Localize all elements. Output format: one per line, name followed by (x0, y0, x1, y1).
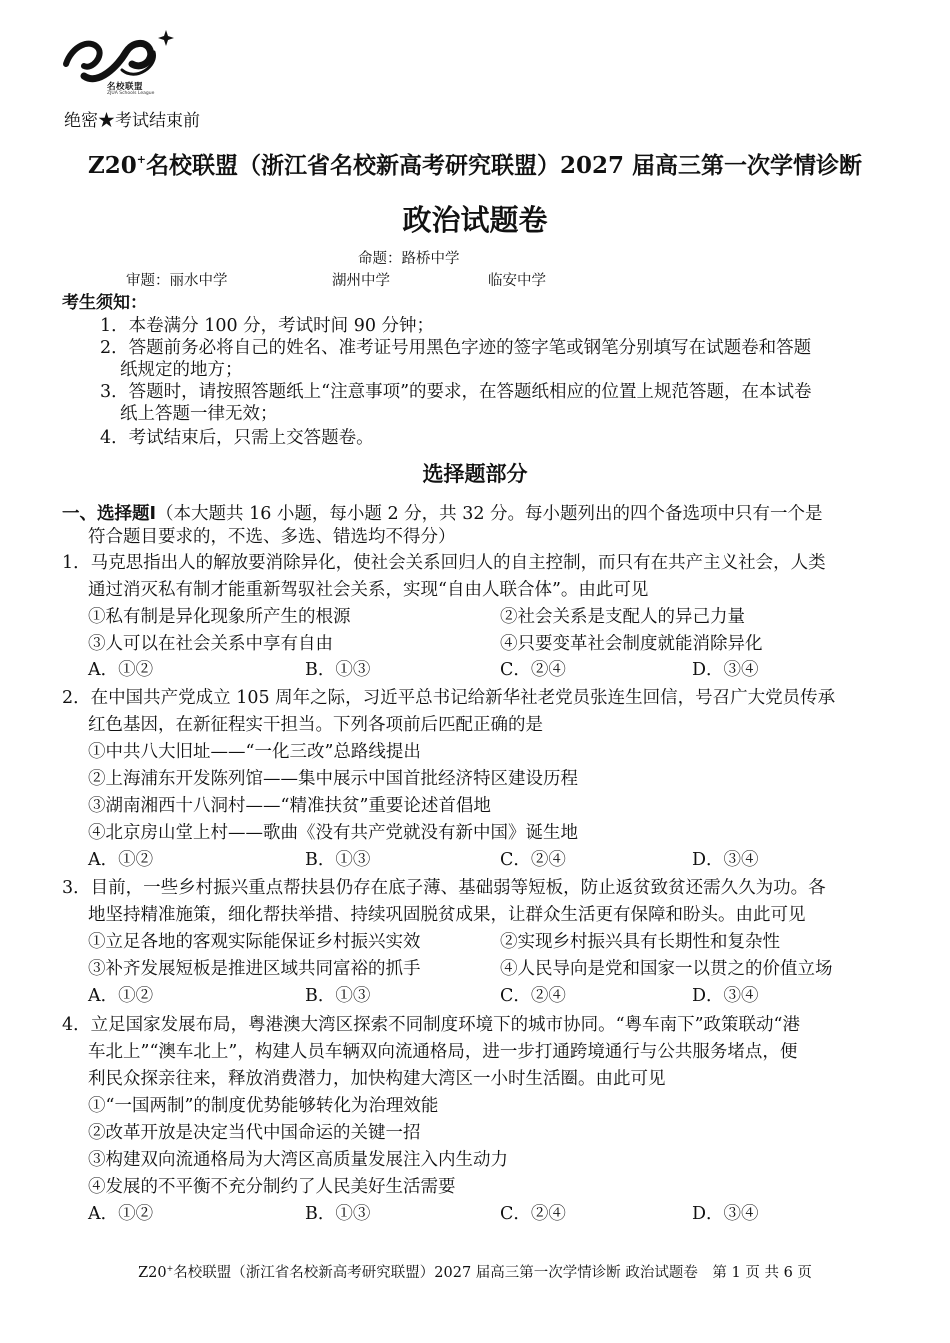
statement-item: ③构建双向流通格局为大湾区高质量发展注入内生动力 (88, 1150, 508, 1170)
statement-item: ①中共八大旧址——“一化三改”总路线提出 (88, 742, 421, 762)
choice-a: A．①② (88, 660, 154, 680)
footer-rest: 名校联盟（浙江省名校新高考研究联盟）2027 届高三第一次学情诊断 政治试题卷 第 1 页 共 6 页 (173, 1265, 812, 1281)
question-stem: 车北上”“澳车北上”，构建人员车辆双向流通格局，进一步打通跨境通行与公共服务堵点，便 (88, 1042, 798, 1062)
section-title: 选择题部分 (422, 462, 528, 486)
exam-title (0, 147, 950, 180)
part1-header (62, 500, 823, 525)
notice-line: 4．考试结束后，只需上交答题卷。 (100, 428, 374, 448)
choice-c: C．②④ (500, 1204, 566, 1224)
logo-text: 名校联盟 (107, 82, 144, 92)
statement-item: ③湖南湘西十八洞村——“精准扶贫”重要论述首倡地 (88, 796, 491, 816)
footer-sup: + (166, 1264, 174, 1273)
statement-item: ②上海浦东开发陈列馆——集中展示中国首批经济特区建设历程 (88, 769, 578, 789)
choice-a: A．①② (88, 850, 154, 870)
choice-d: D．③④ (692, 850, 759, 870)
choice-b: B．①③ (305, 986, 371, 1006)
statement-item: ①“一国两制”的制度优势能够转化为治理效能 (88, 1096, 439, 1116)
title-rest: 名校联盟（浙江省名校新高考研究联盟）2027 届高三第一次学情诊断 (145, 152, 863, 179)
statement-item: ②社会关系是支配人的异己力量 (500, 607, 745, 627)
statement-item: ②实现乡村振兴具有长期性和复杂性 (500, 932, 780, 952)
notice-heading: 考生须知： (62, 293, 147, 313)
question-stem: 红色基因，在新征程实干担当。下列各项前后匹配正确的是 (88, 715, 543, 735)
choice-c: C．②④ (500, 660, 566, 680)
title-sup: + (136, 153, 146, 166)
choice-d: D．③④ (692, 1204, 759, 1224)
statement-item: ①私有制是异化现象所产生的根源 (88, 607, 351, 627)
choice-b: B．①③ (305, 660, 371, 680)
logo-subtext: ZJUA Schools League (107, 91, 155, 96)
question-stem: 通过消灭私有制才能重新驾驭社会关系，实现“自由人联合体”。由此可见 (88, 580, 649, 600)
statement-item: ②改革开放是决定当代中国命运的关键一招 (88, 1123, 421, 1143)
reviewer-1: 审题：丽水中学 (126, 273, 228, 289)
choice-a: A．①② (88, 986, 154, 1006)
statement-item: ①立足各地的客观实际能保证乡村振兴实效 (88, 932, 421, 952)
question-stem: 4．立足国家发展布局，粤港澳大湾区探索不同制度环境下的城市协同。“粤车南下”政策联动“港 (62, 1015, 800, 1035)
notice-line: 1．本卷满分 100 分，考试时间 90 分钟； (100, 316, 435, 336)
statement-item: ④北京房山堂上村——歌曲《没有共产党就没有新中国》诞生地 (88, 823, 578, 843)
notice-line: 纸上答题一律无效； (120, 404, 278, 424)
choice-d: D．③④ (692, 986, 759, 1006)
statement-item: ④只要变革社会制度就能消除异化 (500, 634, 763, 654)
question-stem: 利民众探亲往来，释放消费潜力，加快构建大湾区一小时生活圈。由此可见 (88, 1069, 666, 1089)
notice-line: 3．答题时，请按照答题纸上“注意事项”的要求，在答题纸相应的位置上规范答题，在本试卷 (100, 382, 812, 402)
statement-item: ③补齐发展短板是推进区域共同富裕的抓手 (88, 959, 421, 979)
notice-line: 2．答题前务必将自己的姓名、准考证号用黑色字迹的签字笔或钢笔分别填写在试题卷和答题 (100, 338, 812, 358)
choice-b: B．①③ (305, 1204, 371, 1224)
footer-prefix: Z20 (138, 1265, 167, 1281)
statement-item: ③人可以在社会关系中享有自由 (88, 634, 333, 654)
question-stem: 1．马克思指出人的解放要消除异化，使社会关系回归人的自主控制，而只有在共产主义社会，人类 (62, 553, 826, 573)
part1-label: 一、选择题Ⅰ (62, 504, 157, 524)
part1-desc: （本大题共 16 小题，每小题 2 分，共 32 分。每小题列出的四个备选项中只有一个是 (156, 504, 823, 524)
choice-d: D．③④ (692, 660, 759, 680)
choice-c: C．②④ (500, 986, 566, 1006)
question-stem: 地坚持精准施策，细化帮扶举措、持续巩固脱贫成果，让群众生活更有保障和盼头。由此可见 (88, 905, 806, 925)
statement-item: ④人民导向是党和国家一以贯之的价值立场 (500, 959, 833, 979)
page-footer (0, 1261, 950, 1282)
statement-item: ④发展的不平衡不充分制约了人民美好生活需要 (88, 1177, 456, 1197)
reviewer-3: 临安中学 (488, 273, 546, 289)
choice-c: C．②④ (500, 850, 566, 870)
part1-desc-cont: 符合题目要求的，不选、多选、错选均不得分） (88, 527, 456, 547)
paper-subtitle: 政治试题卷 (402, 203, 548, 237)
reviewer-2: 湖州中学 (332, 273, 390, 289)
question-stem: 3．目前，一些乡村振兴重点帮扶县仍存在底子薄、基础弱等短板，防止返贫致贫还需久久为功。各 (62, 878, 826, 898)
secret-label: 绝密★考试结束前 (64, 111, 200, 131)
choice-b: B．①③ (305, 850, 371, 870)
notice-line: 纸规定的地方； (120, 360, 243, 380)
proposer: 命题：路桥中学 (358, 251, 460, 267)
question-stem: 2．在中国共产党成立 105 周年之际，习近平总书记给新华社老党员张连生回信，号召广大党员传承 (62, 688, 836, 708)
choice-a: A．①② (88, 1204, 154, 1224)
title-prefix: Z20 (87, 152, 137, 179)
